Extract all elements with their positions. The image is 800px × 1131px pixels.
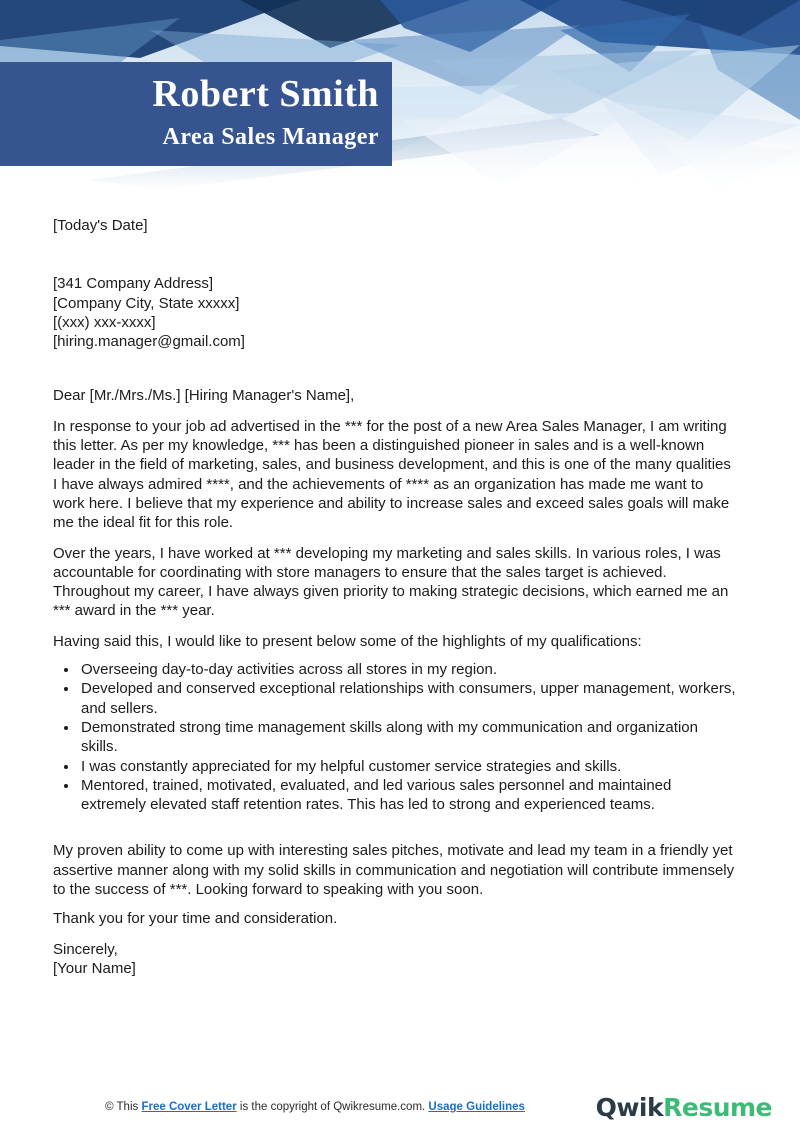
highlights-list xyxy=(53,660,736,814)
address-line: [341 Company Address] xyxy=(53,275,214,293)
usage-guidelines-link[interactable]: Usage Guidelines xyxy=(428,1101,525,1113)
signature: [Your Name] xyxy=(53,959,136,977)
thanks-line: Thank you for your time and consideration. xyxy=(53,910,338,928)
body-paragraph: In response to your job ad advertised in the *** for the post of a new Area Sales Manager, I am writing this letter. As per my knowledge, *** has been a distinguished pioneer in sales and is a well-known leader in the field of marketing, sales, and business development, and this is one of the many qualities I have always admired ****, and the achievements of **** as an organization has made me want to work here. I believe that my experience and ability to increase sales and exceed sales goals will make me the ideal fit for this role. xyxy=(53,417,731,532)
highlight-item: • Demonstrated strong time management skills along with my communication and organization skills. xyxy=(79,718,736,757)
copyright-text-prefix: © This xyxy=(105,1101,142,1113)
highlight-item: • Mentored, trained, motivated, evaluated, and led various sales personnel and maintained extremely elevated staff retention rates. This has led to strong and experienced teams. xyxy=(79,776,736,815)
highlight-item: • I was constantly appreciated for my helpful customer service strategies and skills. xyxy=(79,757,736,776)
footer-copyright xyxy=(40,1090,590,1124)
logo-qwik-text: Qwik xyxy=(595,1093,664,1122)
candidate-title: Area Sales Manager xyxy=(162,123,379,150)
signoff: Sincerely, xyxy=(53,940,118,958)
free-cover-letter-link[interactable]: Free Cover Letter xyxy=(141,1101,237,1113)
name-banner xyxy=(0,62,392,166)
footer xyxy=(0,1090,800,1124)
highlight-item: • Developed and conserved exceptional relationships with consumers, upper management, workers, and sellers. xyxy=(79,679,736,718)
qwikresume-logo xyxy=(596,1093,772,1122)
address-line: [Company City, State xxxxx] xyxy=(53,294,240,312)
logo-resume-text: Resume xyxy=(663,1093,772,1122)
body-paragraph: Having said this, I would like to present below some of the highlights of my qualifications: xyxy=(53,632,642,650)
candidate-name: Robert Smith xyxy=(152,73,379,115)
body-paragraphs xyxy=(53,417,736,651)
letter-date: [Today's Date] xyxy=(53,217,148,234)
signoff-block xyxy=(53,940,736,979)
highlight-item: • Overseeing day-to-day activities across all stores in my region. xyxy=(79,660,736,679)
recipient-address-block xyxy=(53,274,736,351)
copyright-text-middle: is the copyright of Qwikresume.com. xyxy=(236,1101,429,1113)
body-paragraph: Over the years, I have worked at *** developing my marketing and sales skills. In various roles, I was accountable for coordinating with store managers to ensure that the sales target is achieved. Throughout my career, I have always given priority to making strategic decisions, which earned me an *** award in the *** year. xyxy=(53,544,729,620)
address-line: [(xxx) xxx-xxxx] xyxy=(53,313,156,331)
address-line: [hiring.manager@gmail.com] xyxy=(53,333,245,351)
letter-body xyxy=(0,216,800,978)
header xyxy=(0,0,800,190)
salutation: Dear [Mr./Mrs./Ms.] [Hiring Manager's Name], xyxy=(53,387,355,405)
closing-paragraph: My proven ability to come up with interesting sales pitches, motivate and lead my team in a friendly yet assertive manner along with my solid skills in communication and negotiation will contribute immensely to the success of ***. Looking forward to speaking with you soon. xyxy=(53,842,735,899)
